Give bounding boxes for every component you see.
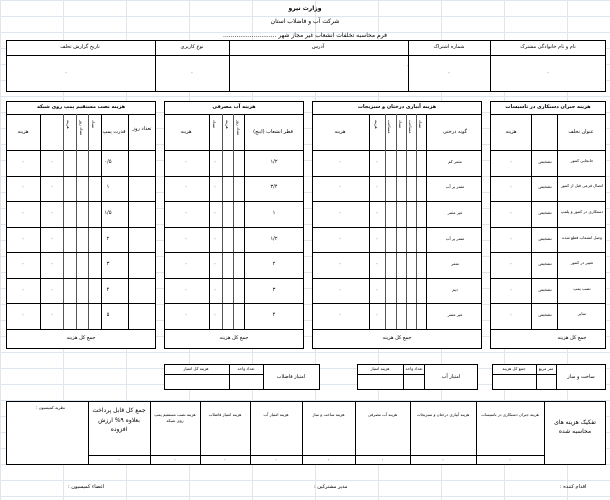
water-usage-col-days: تعداد روز [236,120,241,136]
grand-total-label: جمع کل قابل پرداخت بعلاوه ۹% ارزش افزوده [92,407,146,434]
water-license-cost: هزینه امتیاز [370,366,390,371]
tampering-item-cost[interactable]: ۰ [509,209,513,216]
row-divider [164,201,304,202]
pipe-size-label: ۱/۲ [270,235,278,242]
tampering-unit: تشخیص [538,261,552,267]
usage-type-header: نوع کاربری [180,44,204,50]
sewage-license-label: امتیاز فاضلاب [276,374,306,380]
row-divider [490,252,606,253]
water-usage-col-size: قطر انشعاب (اینچ) [253,129,293,135]
tampering-unit: تشخیص [538,158,552,164]
pump-subcost-value[interactable]: ۰ [50,184,54,191]
breakdown-col-value[interactable]: ۰ [327,457,330,463]
row-divider [312,303,482,304]
water-usage-cost-value[interactable]: ۰ [184,209,188,216]
pump-total-label: جمع کل هزینه [66,335,96,341]
trees-total-label: جمع کل هزینه [382,335,412,341]
tampering-item-label: تغییر در کنتور [570,260,594,266]
water-license-label: امتیاز آب [441,374,461,380]
pump-cost-value[interactable]: ۰ [21,286,25,293]
pump-subcost-value[interactable]: ۰ [50,286,54,293]
subscription-number-value[interactable]: ۰ [447,70,451,76]
pump-power-label: ۵ [106,312,110,319]
grand-total-value[interactable]: ۰ [117,457,121,463]
tree-cost-value[interactable]: ۰ [338,312,342,319]
breakdown-col-header: هزینه آبیاری درختان و سبزیجات [416,412,470,417]
subscriber-name-value[interactable]: ۰ [546,70,550,76]
water-usage-col-cost: هزینه [180,129,192,135]
pump-subcost-value[interactable]: ۰ [50,158,54,165]
trees-table-title: هزینه آبیاری درختان و سبزیجات [357,104,437,110]
water-usage-subcost-value[interactable]: ۰ [213,312,217,319]
pump-cost-value[interactable]: ۰ [21,158,25,165]
water-usage-cost-value[interactable]: ۰ [184,286,188,293]
tampering-item-label: جابجایی کنتور [570,157,594,163]
row-divider [6,227,156,228]
row-divider [6,252,156,253]
row-divider [490,201,606,202]
pipe-size-label: ۴ [272,312,276,319]
address-header: آدرس [311,44,325,50]
tree-type-label: غیر مثمر [447,312,463,318]
pump-col-sub2: تعداد روز [79,120,84,136]
breakdown-col-value[interactable]: ۰ [441,457,445,463]
pump-subcost-value[interactable]: ۰ [50,312,54,319]
water-usage-cost-value[interactable]: ۰ [184,235,188,242]
tampering-item-label: وصل انشعاب قطع شده [562,234,602,240]
performer-label: اقدام کننده : [560,484,587,490]
trees-col-count-2: تعداد [398,120,403,129]
tree-type-label: دیم [452,286,458,292]
tampering-unit: تشخیص [538,312,552,318]
breakdown-col-header: هزینه امتیاز فاضلاب [208,412,242,417]
row-divider [6,278,156,279]
tampering-col-title: عنوان تخلف [568,129,594,135]
breakdown-col-header: هزینه جبران دستکاری در تاسیسات [481,412,539,417]
pump-cost-value[interactable]: ۰ [21,184,25,191]
pump-power-label: ۴ [106,286,110,293]
tampering-item-label: نصب پمپ [573,285,591,291]
tampering-unit: تشخیص [538,184,552,190]
row-divider [6,303,156,304]
tree-subcost-value[interactable]: ۰ [375,286,379,293]
row-divider [164,303,304,304]
trees-col-type: گونه درختی [442,129,468,135]
tampering-unit: تشخیص [538,209,552,215]
row-divider [490,227,606,228]
pump-col-sub1: تعداد [91,120,96,129]
row-divider [312,227,482,228]
trees-col-count: تعداد [418,120,423,129]
pump-power-label: ۱/۵ [104,209,112,216]
pump-col-cost: هزینه [17,129,29,135]
tree-type-label: مثمر [451,261,459,267]
row-divider [164,227,304,228]
construction-total-label: جمع کل هزینه [502,366,526,371]
tampering-table-title: هزینه جبران دستکاری در تاسیسات [505,104,591,110]
breakdown-col-header: هزینه امتیاز آب [263,412,289,417]
row-divider [490,278,606,279]
tree-cost-value[interactable]: ۰ [338,235,342,242]
breakdown-col-value[interactable]: ۰ [223,457,227,463]
tree-type-label: مثمر کم [448,158,462,164]
tree-subcost-value[interactable]: ۰ [375,209,379,216]
tree-type-label: مثمر پر آب [445,235,465,241]
breakdown-col-value[interactable]: ۰ [173,457,177,463]
water-usage-cost-value[interactable]: ۰ [184,261,188,268]
pump-cost-value[interactable]: ۰ [21,312,25,319]
water-license-units: تعداد واحد [405,366,423,371]
pump-cost-value[interactable]: ۰ [21,261,25,268]
pump-cost-value[interactable]: ۰ [21,209,25,216]
commission-members-label: اعضاء کمیسیون : [68,484,105,490]
row-divider [312,278,482,279]
row-divider [6,201,156,202]
row-divider [312,252,482,253]
breakdown-col-header: هزینه آب مصرفی [367,412,398,417]
company-title: شرکت آب و فاضلاب استان [270,18,340,25]
tree-cost-value[interactable]: ۰ [338,184,342,191]
row-divider [164,176,304,177]
tampering-item-cost[interactable]: ۰ [509,261,513,268]
water-usage-col-subcost: هزینه [225,120,230,129]
pump-col-days: تعداد روز [132,126,152,132]
row-divider [6,176,156,177]
tampering-item-cost[interactable]: ۰ [509,312,513,319]
row-divider [490,176,606,177]
tampering-item-label: اتصال فرعی قبل از کنتور [560,183,604,189]
tree-cost-value[interactable]: ۰ [338,261,342,268]
row-divider [490,303,606,304]
pump-col-sub3: هزینه [66,120,71,129]
tree-subcost-value[interactable]: ۰ [375,312,379,319]
water-usage-total-label: جمع کل هزینه [219,335,249,341]
report-date-header: تاریخ گزارش تخلف [60,44,100,50]
water-usage-cost-value[interactable]: ۰ [184,158,188,165]
breakdown-col-value[interactable]: ۰ [274,457,278,463]
pump-power-label: ۰/۵ [104,158,112,165]
pump-col-power: قدرت پمپ [102,129,126,135]
subscriber-manager-label: مدیر مشترکین : [314,484,348,490]
tree-subcost-value[interactable]: ۰ [375,184,379,191]
water-usage-table-title: هزینه آب مصرفی [212,104,256,110]
pump-table-title: هزینه نصب مستقیم پمپ روی شبکه [36,104,126,110]
pipe-size-label: ۲ [272,261,276,268]
pump-subcost-value[interactable]: ۰ [50,235,54,242]
ministry-title: وزارت نیرو [288,5,322,12]
tree-cost-value[interactable]: ۰ [338,209,342,216]
tree-subcost-value[interactable]: ۰ [375,158,379,165]
breakdown-col-header: هزینه ساخت و ساز [312,412,345,417]
tampering-item-cost[interactable]: ۰ [509,184,513,191]
form-title: فرم محاسبه تخلفات انشعاب غیر مجاز شهر ............................ [223,32,387,39]
trees-col-area: مساحت [408,120,413,134]
water-usage-subcost-value[interactable]: ۰ [213,235,217,242]
pipe-size-label: ۱ [272,209,276,216]
breakdown-col-header: هزینه نصب مستقیم پمپ روی شبکه [154,412,196,424]
construction-area-label: متر مربع [538,366,554,371]
row-divider [164,278,304,279]
tree-subcost-value[interactable]: ۰ [375,261,379,268]
trees-col-cost: هزینه [334,129,346,135]
pump-subcost-value[interactable]: ۰ [50,261,54,268]
pipe-size-label: ۳/۴ [270,184,278,191]
pipe-size-label: ۱/۲ [270,158,278,165]
sewage-total-cost-label: هزینه کل امتیاز [183,366,209,371]
breakdown-col-value[interactable]: ۰ [381,457,384,463]
water-usage-subcost-value[interactable]: ۰ [213,286,217,293]
water-usage-subcost-value[interactable]: ۰ [213,261,217,268]
commission-opinion-label: نظریه کمیسیون : [36,405,65,410]
subscriber-name-header: نام و نام خانوادگی مشترک [520,44,576,50]
pump-subcost-value[interactable]: ۰ [50,209,54,216]
tampering-unit: تشخیص [538,286,552,292]
tampering-item-cost[interactable]: ۰ [509,286,513,293]
usage-type-value[interactable]: ۰ [190,70,194,76]
breakdown-side-label: تفکیک هزینه های محاسبه شده [554,419,596,435]
tampering-unit: تشخیص [538,235,552,241]
pump-cost-table [6,101,156,349]
tampering-item-label: دستکاری در کنتور و پلمپ [560,208,604,214]
pump-power-label: ۲ [106,235,110,242]
water-usage-cost-value[interactable]: ۰ [184,184,188,191]
tree-subcost-value[interactable]: ۰ [375,235,379,242]
tree-cost-value[interactable]: ۰ [338,158,342,165]
address-value[interactable]: ۰ [406,63,410,69]
tampering-item-label: سایر [578,311,586,317]
row-divider [312,176,482,177]
tree-type-label: غیر مثمر [447,209,463,215]
pump-power-label: ۱ [106,184,110,191]
tampering-item-cost[interactable]: ۰ [509,158,513,165]
trees-col-subcost: هزینه [374,120,379,129]
sewage-license-units: تعداد واحد [237,366,255,371]
construction-label: ساخت و ساز [567,374,595,380]
tampering-total-label: جمع کل هزینه [557,335,587,341]
tampering-item-cost[interactable]: ۰ [509,235,513,242]
water-usage-subcost-value[interactable]: ۰ [213,158,217,165]
pump-cost-value[interactable]: ۰ [21,235,25,242]
row-divider [312,201,482,202]
row-divider [164,252,304,253]
tree-cost-value[interactable]: ۰ [338,286,342,293]
pump-power-label: ۳ [106,261,110,268]
tree-type-label: مثمر پر آب [445,184,465,190]
water-usage-cost-value[interactable]: ۰ [184,312,188,319]
breakdown-col-value[interactable]: ۰ [508,457,512,463]
trees-col-area-2: مساحت [387,120,392,134]
subscription-number-header: شماره اشتراک [433,44,465,50]
water-usage-col-extra: تعداد [212,120,217,129]
water-usage-subcost-value[interactable]: ۰ [213,184,217,191]
tampering-col-cost: هزینه [505,129,517,135]
report-date-value[interactable]: ۰ [64,70,68,76]
pipe-size-label: ۳ [272,286,276,293]
water-usage-subcost-value[interactable]: ۰ [213,209,217,216]
